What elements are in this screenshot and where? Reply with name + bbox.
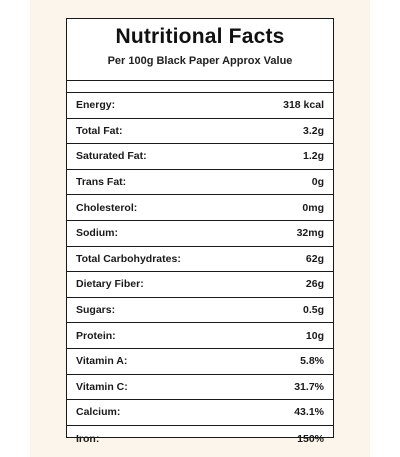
nutrient-row-cholesterol xyxy=(67,195,333,221)
nutrient-label: Sodium: xyxy=(76,227,118,240)
nutrient-row-trans-fat xyxy=(67,170,333,196)
nutrient-label: Protein: xyxy=(76,329,116,342)
nutrient-row-protein xyxy=(67,323,333,349)
nutrient-value: 1.2g xyxy=(302,150,324,163)
nutrient-label: Iron: xyxy=(76,432,100,445)
nutrient-label: Total Fat: xyxy=(76,124,123,137)
nutrient-value: 31.7% xyxy=(294,380,324,393)
nutrient-value: 62g xyxy=(305,252,324,265)
nutrient-row-energy xyxy=(67,93,333,119)
nutrient-value: 10g xyxy=(305,329,324,342)
nutrition-rows xyxy=(67,93,333,451)
nutrient-row-total-fat xyxy=(67,119,333,145)
nutrient-value: 0g xyxy=(311,176,324,189)
nutrient-row-dietary-fiber xyxy=(67,272,333,298)
nutrient-label: Vitamin A: xyxy=(76,355,128,368)
nutrient-value: 0.5g xyxy=(302,304,324,317)
nutrient-label: Trans Fat: xyxy=(76,176,127,189)
nutrient-value: 3.2g xyxy=(302,124,324,137)
nutrient-value: 318 kcal xyxy=(283,99,324,112)
nutrient-label: Dietary Fiber: xyxy=(76,278,144,291)
nutrient-value: 0mg xyxy=(302,201,324,214)
nutrient-label: Vitamin C: xyxy=(76,380,128,393)
nutrient-label: Total Carbohydrates: xyxy=(76,252,181,265)
header-spacer xyxy=(67,81,333,93)
nutrient-row-sodium xyxy=(67,221,333,247)
nutrient-label: Calcium: xyxy=(76,406,121,419)
nutrition-subtitle: Per 100g Black Paper Approx Value xyxy=(107,55,293,67)
nutrient-label: Sugars: xyxy=(76,304,116,317)
nutrient-row-vitamin-c xyxy=(67,375,333,401)
nutrient-label: Saturated Fat: xyxy=(76,150,147,163)
nutrient-value: 150% xyxy=(297,432,324,445)
nutrient-value: 26g xyxy=(305,278,324,291)
nutrient-value: 32mg xyxy=(296,227,324,240)
nutrition-facts-card xyxy=(66,18,334,445)
nutrient-row-saturated-fat xyxy=(67,144,333,170)
nutrient-row-iron xyxy=(67,426,333,452)
nutrition-header xyxy=(67,19,333,81)
nutrient-value: 43.1% xyxy=(294,406,324,419)
nutrient-row-total-carbohydrates xyxy=(67,247,333,273)
nutrition-title: Nutritional Facts xyxy=(115,25,285,48)
nutrient-label: Energy: xyxy=(76,99,116,112)
nutrient-row-sugars xyxy=(67,298,333,324)
nutrient-row-vitamin-a xyxy=(67,349,333,375)
nutrient-value: 5.8% xyxy=(300,355,324,368)
nutrient-label: Cholesterol: xyxy=(76,201,138,214)
nutrient-row-calcium xyxy=(67,400,333,426)
